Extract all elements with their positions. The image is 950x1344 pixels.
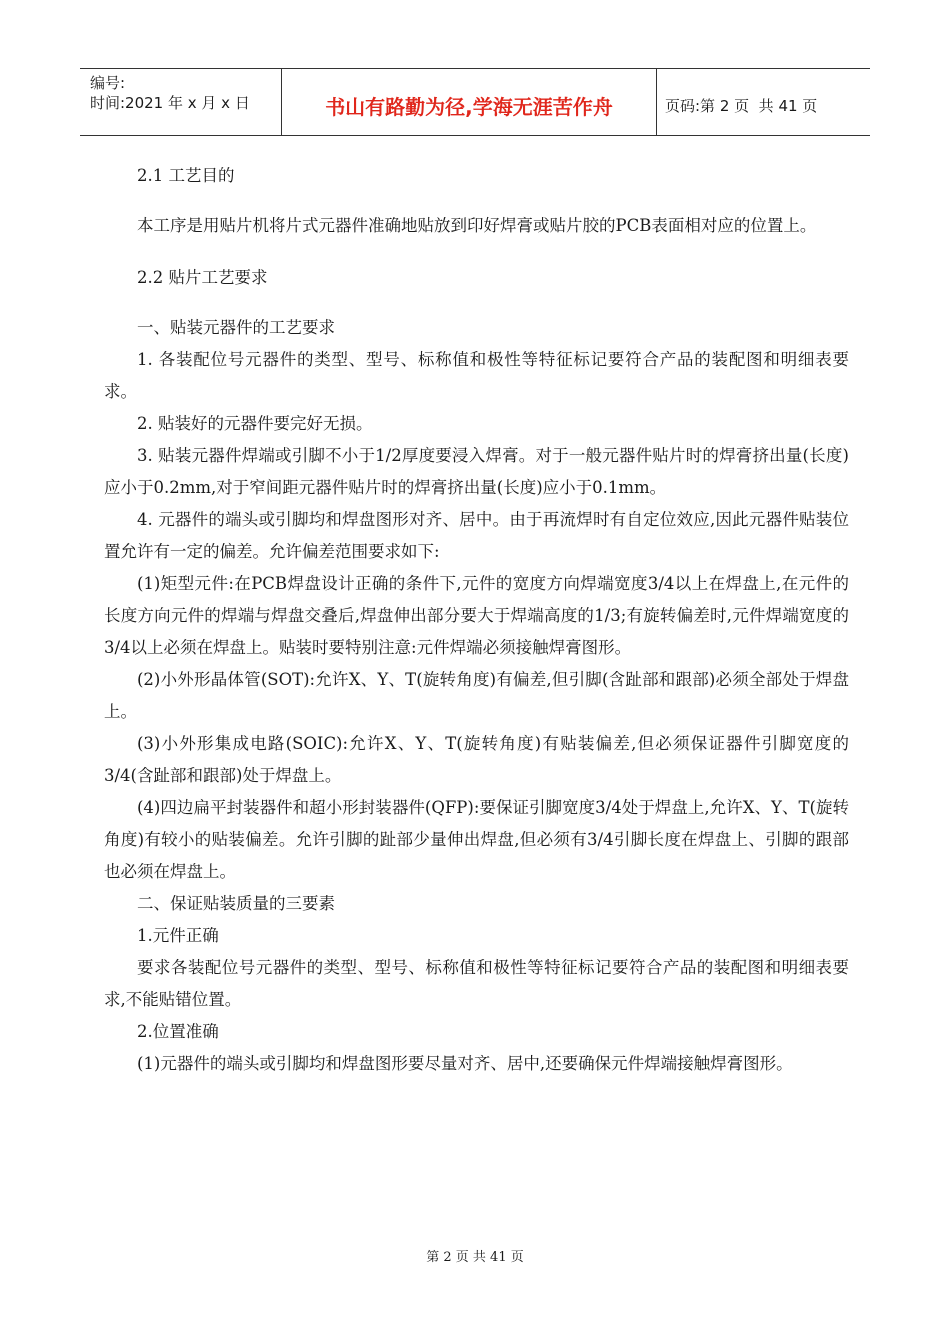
section-2-2-title: 2.2 贴片工艺要求 xyxy=(137,268,268,287)
page-label: 页码:第 2 页 共 41 页 xyxy=(665,96,818,115)
paragraph: 二、保证贴装质量的三要素 xyxy=(137,894,335,913)
header-page-info xyxy=(657,69,870,135)
time-label: 时间:2021 年 x 月 x 日 xyxy=(90,94,250,112)
paragraph: (1)元器件的端头或引脚均和焊盘图形要尽量对齐、居中,还要确保元件焊端接触焊膏图形。 xyxy=(137,1054,793,1073)
document-body xyxy=(104,160,849,1080)
section-2-1-title: 2.1 工艺目的 xyxy=(137,166,235,185)
header-meta xyxy=(80,69,282,135)
paragraph: (4)四边扁平封装器件和超小形封装器件(QFP):要保证引脚宽度3/4处于焊盘上,允许X、Y、T(旋转角度)有较小的贴装偏差。允许引脚的趾部少量伸出焊盘,但必须有3/4引脚长度在焊盘上、引脚的跟部也必须在焊盘上。 xyxy=(104,798,849,881)
paragraph: 4. 元器件的端头或引脚均和焊盘图形对齐、居中。由于再流焊时有自定位效应,因此元器件贴装位置允许有一定的偏差。允许偏差范围要求如下: xyxy=(104,510,849,561)
spacer xyxy=(104,242,849,262)
page-header xyxy=(80,68,870,136)
paragraph: 3. 贴装元器件焊端或引脚不小于1/2厚度要浸入焊膏。对于一般元器件贴片时的焊膏挤出量(长度)应小于0.2mm,对于窄间距元器件贴片时的焊膏挤出量(长度)应小于0.1mm。 xyxy=(104,446,849,497)
paragraph: 要求各装配位号元器件的类型、型号、标称值和极性等特征标记要符合产品的装配图和明细表要求,不能贴错位置。 xyxy=(104,958,849,1009)
section-2-1-body: 本工序是用贴片机将片式元器件准确地贴放到印好焊膏或贴片胶的PCB表面相对应的位置上。 xyxy=(137,216,817,235)
paragraph: (1)矩型元件:在PCB焊盘设计正确的条件下,元件的宽度方向焊端宽度3/4以上在焊盘上,在元件的长度方向元件的焊端与焊盘交叠后,焊盘伸出部分要大于焊端高度的1/3;有旋转偏差时,元件焊端宽度的3/4以上必须在焊盘上。贴装时要特别注意:元件焊端必须接触焊膏图形。 xyxy=(104,574,849,657)
header-motto: 书山有路勤为径,学海无涯苦作舟 xyxy=(282,69,657,135)
paragraph: (3)小外形集成电路(SOIC):允许X、Y、T(旋转角度)有贴装偏差,但必须保证器件引脚宽度的3/4(含趾部和跟部)处于焊盘上。 xyxy=(104,734,849,785)
paragraph: 1.元件正确 xyxy=(137,926,219,945)
paragraph: 2.位置准确 xyxy=(137,1022,219,1041)
paragraph: 2. 贴装好的元器件要完好无损。 xyxy=(137,414,373,433)
paragraph: 一、贴装元器件的工艺要求 xyxy=(137,318,335,337)
page-footer: 第 2 页 共 41 页 xyxy=(426,1250,524,1265)
paragraph: (2)小外形晶体管(SOT):允许X、Y、T(旋转角度)有偏差,但引脚(含趾部和跟部)必须全部处于焊盘上。 xyxy=(104,670,849,721)
number-label: 编号: xyxy=(90,74,126,92)
paragraph: 1. 各装配位号元器件的类型、型号、标称值和极性等特征标记要符合产品的装配图和明细表要求。 xyxy=(104,350,849,401)
